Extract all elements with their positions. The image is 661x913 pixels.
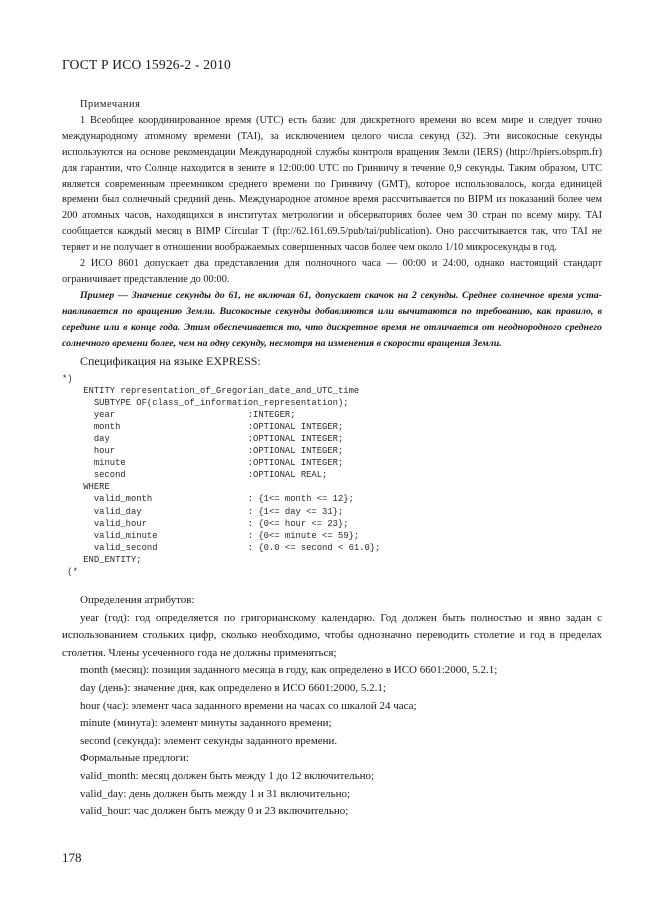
definition-hour: hour (час): элемент часа заданного времени на часах со шкалой 24 часа;: [80, 699, 417, 712]
formal-valid-month: valid_month: месяц должен быть между 1 до 12 включительно;: [80, 770, 375, 783]
definition-month: month (месяц): позиция заданного месяца в году, как определено в ИСО 6601:2000, 5.2.1;: [80, 664, 498, 677]
spec-title: Спецификация на языке EXPRESS:: [80, 353, 261, 368]
example-paragraph: Пример — Значение секунды до 61, не включая 61, допускает скачок на 2 секунды. Среднее солнечное время устанавливается по вращению Земли. Високосные секунды добавляются или вычитаются по требованию, как правило, в середине или в конце года. Этим обеспечивается то, что дискретное время не отличается от неоднородного среднего солнечного времени более, чем на одну секунду, несмотря на изменения в скорости вращения Земли.: [62, 289, 602, 349]
formal-valid-hour: valid_hour: час должен быть между 0 и 23 включительно;: [80, 805, 349, 818]
attribute-definitions: [62, 592, 602, 821]
formal-valid-day: valid_day: день должен быть между 1 и 31 включительно;: [80, 787, 351, 800]
formal-title: Формальные предлоги:: [80, 752, 189, 765]
page-header: ГОСТ Р ИСО 15926-2 - 2010: [62, 57, 232, 72]
definition-year: year (год): год определяется по григорианскому календарю. Год должен быть полностью и явно задан с использованием стольких цифр, сколько необходимо, чтобы однозначно переводить столетие и год в пределах столетия. Члены усеченного года не должны применяться;: [62, 611, 602, 659]
notes-title: Примечания: [80, 99, 141, 110]
definition-minute: minute (минута): элемент минуты заданного времени;: [80, 717, 332, 730]
definition-day: day (день): значение дня, как определено в ИСО 6601:2000, 5.2.1;: [80, 682, 386, 695]
note-2: 2 ИСО 8601 допускает два представления для полночного часа — 00:00 и 24:00, однако настоящий стандарт ограничивает представление до 00:00.: [62, 258, 602, 285]
definitions-title: Определения атрибутов:: [80, 594, 195, 607]
page-content: [62, 97, 602, 821]
express-code-block: *) ENTITY representation_of_Gregorian_date_and_UTC_time SUBTYPE OF(class_of_information_representation); year :INTEGER; month :OPTIONAL INTEGER; day :OPTIONAL INTEGER; hour :OPTIONAL INTEGER; minute :OPTIONAL INTEGER; second :OPTIONAL REAL; WHERE valid_month : {1<= month <= 12}; valid_day : {1<= day <= 31}; valid_hour : {0<= hour <= 23}; valid_minute : {0<= minute <= 59}; valid_second : {0.0 <= second < 61.0}; END_ENTITY; (*: [62, 373, 381, 577]
definition-second: second (секунда): элемент секунды заданного времени.: [80, 734, 338, 747]
note-1: 1 Всеобщее координированное время (UTC) есть базис для дискретного времени во всем мире и следует точно международному атомному времени (TAI), за исключением целого числа секунд (32). Эти високосные секунды используются на основе рекомендации Международной службы контроля вращения Земли (IERS) (http://hpiers.obspm.fr) для гарантии, что Солнце находится в зените в 12:00:00 UTC по Гринвичу в течение 0,9 секунды. Таким образом, UTC является современным преемником среднего времени по Гринвичу (GMT), которое использовалось, когда единицей времени был солнечный средний день. Международное атомное время рассчитывается по BIPM из показаний более чем 200 атомных часов, находящихся в институтах метрологии и обсерваториях более чем 30 стран по всему миру. TAI сообщается каждый месяц в BIMP Circular T (ftp://62.161.69.5/pub/tai/publication). Оно рассчитывается так, что TAI не теряет и не получает в отношении воображаемых совершенных часов более чем около 1/10 микросекунды в год.: [62, 114, 602, 254]
page-number: 178: [62, 850, 82, 865]
